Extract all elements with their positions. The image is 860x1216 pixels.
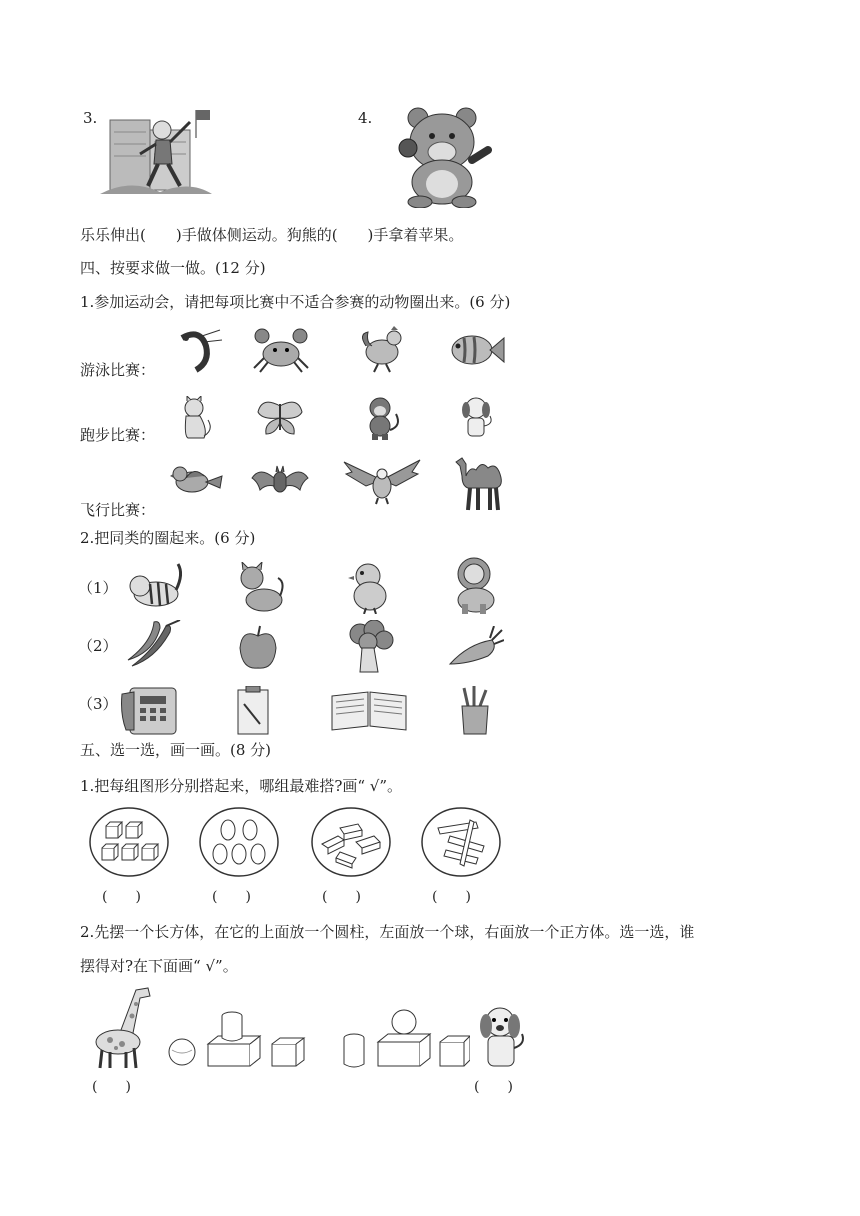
lion-icon[interactable] [450, 556, 500, 614]
eagle-icon[interactable] [342, 458, 422, 506]
broccoli-icon[interactable] [344, 620, 398, 674]
answer-paren-group-2[interactable]: ( ) [212, 889, 251, 905]
prisms-group-icon[interactable] [310, 806, 392, 878]
bear-with-apple-icon [396, 104, 492, 208]
butterfly-icon[interactable] [254, 398, 306, 438]
row-label-2: （2） [78, 637, 118, 655]
balls-group-icon[interactable] [198, 806, 280, 878]
q3-number: 3. [83, 109, 98, 127]
bat-icon[interactable] [250, 462, 310, 500]
answer-paren-group-1[interactable]: ( ) [102, 889, 141, 905]
arrangement-b-icon[interactable] [340, 1006, 470, 1070]
cubes-group-icon[interactable] [88, 806, 170, 878]
answer-paren-group-4[interactable]: ( ) [432, 889, 471, 905]
q4-1-instruction: 1.参加运动会，请把每项比赛中不适合参赛的动物圈出来。(6 分) [80, 293, 511, 311]
section-4-title: 四、按要求做一做。(12 分) [80, 259, 266, 277]
carrot-icon[interactable] [448, 626, 504, 668]
row-label-1: （1） [78, 579, 118, 597]
pencil-cup-icon[interactable] [458, 686, 492, 736]
apple-icon[interactable] [236, 624, 280, 672]
giraffe-icon [88, 986, 160, 1070]
puppy-icon [476, 1004, 528, 1072]
run-label: 跑步比赛： [80, 426, 156, 444]
telephone-icon[interactable] [120, 684, 178, 736]
crab-icon[interactable] [252, 324, 310, 374]
camel-icon[interactable] [452, 456, 510, 512]
bird-icon[interactable] [170, 460, 224, 500]
chili-peppers-icon[interactable] [124, 620, 186, 670]
open-book-icon[interactable] [330, 688, 408, 732]
swim-label: 游泳比赛： [80, 361, 156, 379]
q4-2-instruction: 2.把同类的圈起来。(6 分) [80, 529, 256, 547]
section-5-title: 五、选一选，画一画。(8 分) [80, 741, 272, 759]
q34-sentence: 乐乐伸出( )手做体侧运动。狗熊的( )手拿着苹果。 [80, 226, 464, 244]
answer-paren-puppy[interactable]: ( ) [474, 1079, 513, 1095]
chick-icon[interactable] [346, 560, 394, 614]
fly-label: 飞行比赛： [80, 501, 156, 519]
arrangement-a-icon[interactable] [166, 1010, 306, 1070]
monkey-icon[interactable] [362, 396, 402, 440]
kitten-icon[interactable] [236, 562, 286, 614]
cat-icon[interactable] [178, 396, 214, 440]
q4-number: 4. [358, 109, 373, 127]
fish-icon[interactable] [448, 330, 506, 370]
shrimp-icon[interactable] [176, 328, 224, 374]
boy-exercising-icon [100, 108, 212, 196]
puppy-icon[interactable] [458, 396, 496, 440]
clipboard-icon[interactable] [236, 686, 270, 736]
q5-2-instruction-line2: 摆得对?在下面画“ √”。 [80, 957, 238, 975]
tiger-icon[interactable] [126, 560, 186, 614]
rooster-icon[interactable] [358, 326, 408, 374]
q5-2-instruction-line1: 2.先摆一个长方体，在它的上面放一个圆柱，左面放一个球，右面放一个正方体。选一选，谁 [80, 923, 695, 941]
q5-1-instruction: 1.把每组图形分别搭起来，哪组最难搭?画“ √”。 [80, 777, 403, 795]
answer-paren-group-3[interactable]: ( ) [322, 889, 361, 905]
row-label-3: （3） [78, 695, 118, 713]
cylinders-group-icon[interactable] [420, 806, 502, 878]
answer-paren-giraffe[interactable]: ( ) [92, 1079, 131, 1095]
